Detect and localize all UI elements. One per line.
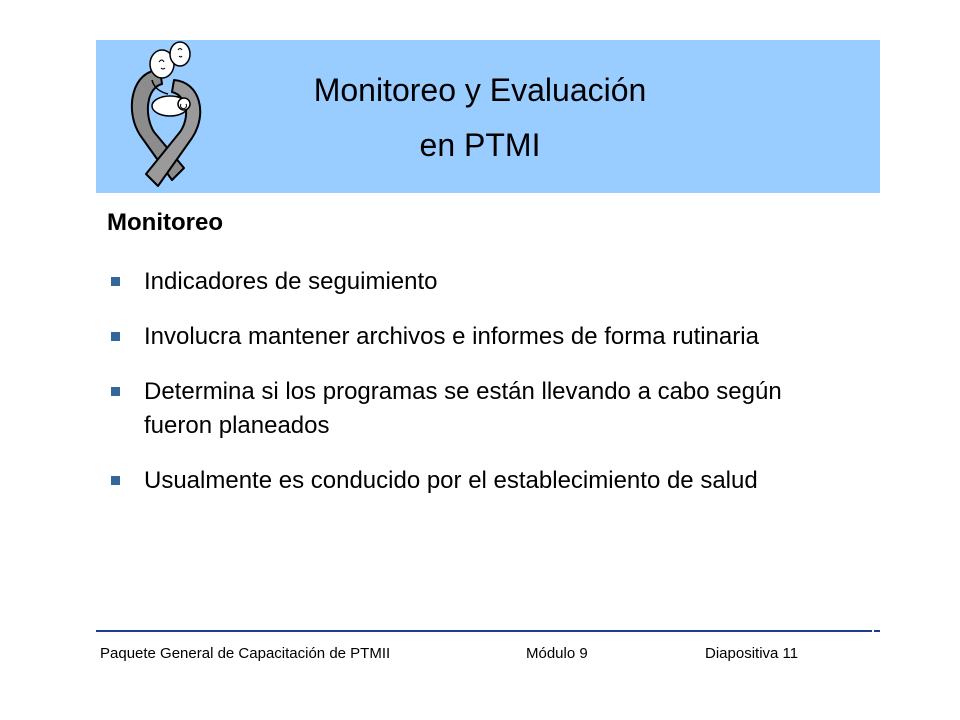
bullet-item xyxy=(107,265,847,299)
footer-divider xyxy=(96,630,872,632)
bullet-text: Involucra mantener archivos e informes de forma rutinaria xyxy=(144,323,759,350)
footer-module: Módulo 9 xyxy=(526,645,588,662)
bullet-text: Usualmente es conducido por el establecimiento de salud xyxy=(144,467,758,494)
bullet-item xyxy=(107,375,847,443)
bullet-text: Indicadores de seguimiento xyxy=(144,268,438,295)
square-bullet-icon xyxy=(111,387,120,396)
square-bullet-icon xyxy=(111,476,120,485)
footer-slide-number: Diapositiva 11 xyxy=(705,645,799,662)
bullet-text: Determina si los programas se están llevando a cabo según fueron planeados xyxy=(144,378,782,439)
slide-title-line-1: Monitoreo y Evaluación xyxy=(313,72,647,108)
footer-package-name: Paquete General de Capacitación de PTMII xyxy=(100,645,391,662)
section-heading: Monitoreo xyxy=(107,209,223,236)
square-bullet-icon xyxy=(111,332,120,341)
bullet-item xyxy=(107,320,847,354)
bullet-item xyxy=(107,464,847,498)
square-bullet-icon xyxy=(111,277,120,286)
slide-title-line-2: en PTMI xyxy=(419,127,541,163)
bullet-list xyxy=(107,265,847,519)
awareness-ribbon-logo xyxy=(112,40,222,190)
footer-divider-tip xyxy=(874,630,880,632)
